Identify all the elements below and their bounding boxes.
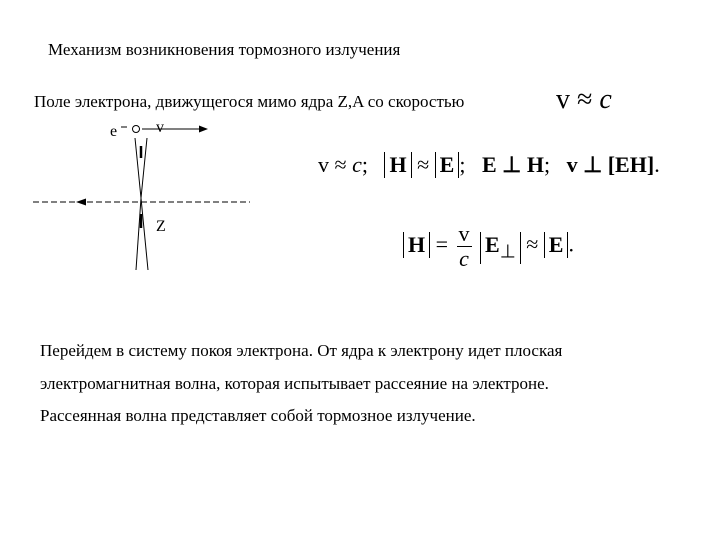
trajectory-arrowhead bbox=[76, 199, 86, 206]
separator: ; bbox=[361, 152, 368, 177]
paragraph-line: Рассеянная волна представляет собой тормозное излучение. bbox=[40, 406, 476, 425]
period: . bbox=[568, 231, 574, 257]
slide-subtitle: Поле электрона, движущегося мимо ядра Z,A со скоростью bbox=[34, 92, 465, 111]
c-symbol: c bbox=[352, 152, 362, 177]
norm-E-perp: $E_\perp$ bbox=[480, 232, 521, 264]
eh-cross-product: [EH] bbox=[607, 152, 655, 177]
v-over-c-fraction bbox=[457, 222, 472, 271]
velocity-symbol: v bbox=[556, 84, 570, 115]
fraction-denominator: c bbox=[459, 246, 469, 271]
formula-line-1 bbox=[318, 152, 660, 178]
equals-symbol: = bbox=[435, 231, 449, 257]
electron-label: e bbox=[110, 123, 118, 140]
velocity-relation bbox=[556, 84, 612, 116]
slide-title: Механизм возникновения тормозного излучения bbox=[48, 40, 401, 59]
light-speed-symbol: c bbox=[599, 84, 612, 115]
v-perp: v ⊥ bbox=[566, 152, 608, 177]
v-approx: v ≈ bbox=[318, 152, 353, 177]
norm-E: E bbox=[435, 152, 460, 178]
separator: ; bbox=[543, 152, 551, 177]
paragraph-line: электромагнитная волна, которая испытывает рассеяние на электроне. bbox=[40, 374, 549, 393]
perp-subscript: ⊥ bbox=[499, 240, 516, 261]
velocity-label: v bbox=[156, 119, 164, 136]
approx-symbol: ≈ bbox=[526, 231, 539, 257]
field-line bbox=[136, 198, 141, 270]
field-diagram bbox=[30, 118, 260, 278]
norm-H: H bbox=[384, 152, 411, 178]
electron-circle bbox=[133, 126, 140, 133]
fraction-numerator: v bbox=[458, 221, 470, 246]
field-line bbox=[141, 198, 148, 270]
e-perp-h: E ⊥ H bbox=[481, 152, 544, 177]
norm-H: H bbox=[403, 232, 430, 258]
approx-symbol: ≈ bbox=[417, 152, 430, 177]
approx-symbol: ≈ bbox=[577, 84, 593, 115]
separator: ; bbox=[459, 152, 466, 177]
velocity-arrowhead bbox=[199, 126, 208, 133]
paragraph-line: Перейдем в систему покоя электрона. От ядра к электрону идет плоская bbox=[40, 341, 563, 360]
norm-E: E bbox=[544, 232, 569, 258]
nucleus-label: Z bbox=[156, 218, 166, 235]
period: . bbox=[654, 152, 660, 177]
formula-line-2 bbox=[403, 222, 574, 271]
